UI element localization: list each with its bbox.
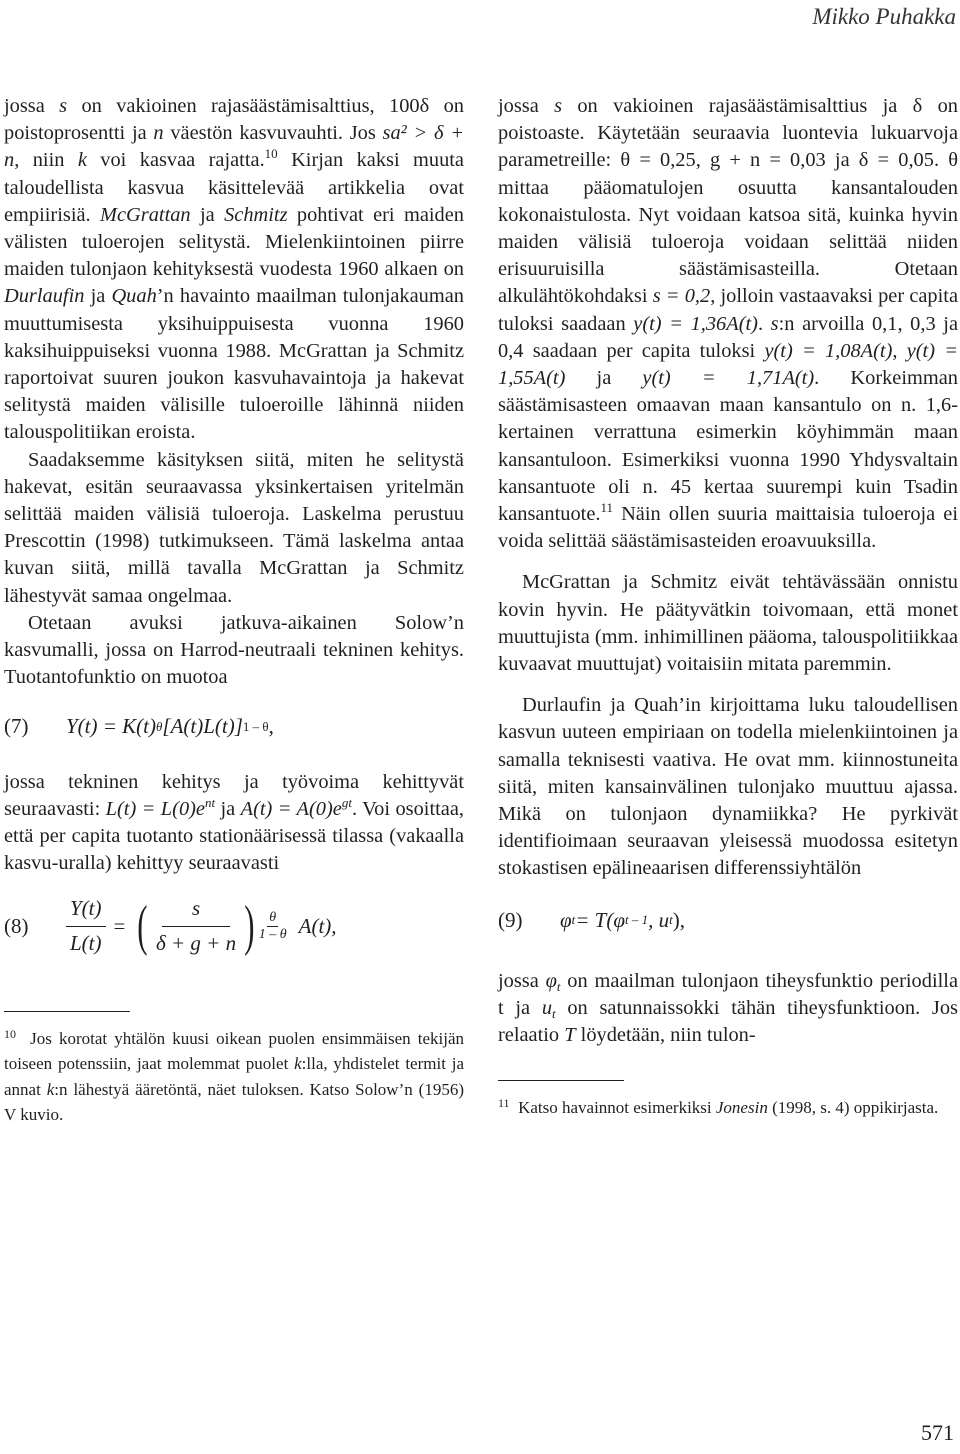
right-column <box>498 93 958 1120</box>
running-header-author: Mikko Puhakka <box>812 4 956 29</box>
right-paragraph-4: jossa $\varphi_t$ on maailman tulonjaon tiheysfunktio periodilla t ja $u_t$ on satunnaissokki tähän tiheysfunktioon. Jos relaatio T löydetään, niin tulon- <box>498 969 958 1047</box>
page-number: 571 <box>921 1420 954 1445</box>
equation-7: (7) Y(t) = K(t) θ [A(t)L(t)] 1 – θ , <box>4 713 464 740</box>
equation-8: (8) $\frac{Y(t)}{L(t)}$ = ( $\frac{s}{\delta + g + n}$ ) θ 1 – θ A(t), <box>4 895 337 958</box>
growth-condition: sa² > δ + n <box>4 122 464 172</box>
left-paragraph-2: Saadaksemme käsityksen siitä, miten he selitystä hakevat, esitän seuraavassa yksinkertaisen yritelmän selittää maiden välisiä tuloeroja. Laskelma perustuu Prescottin (1998) tutkimukseen. Tämä laskelma antaa kuvan siitä, millä tavalla McGrattan ja Schmitz lähestyvät samaa ongelmaa. <box>4 448 464 607</box>
equation-9: (9) φ t = T(φ t – 1 , u t ), <box>498 907 958 934</box>
footnote-rule <box>4 1011 130 1012</box>
footnote-10: $^{10}$ Jos korotat yhtälön kuusi oikean puolen ensimmäisen tekijän toiseen potenssiin, jaat molemmat puolet k:lla, yhdistelet termit ja annat k:n lähestyä ääretöntä, näet tuloksen. Katso Solow’n (1956) V kuvio. <box>4 1026 464 1125</box>
right-paragraph-3: Durlaufin ja Quah’in kirjoittama luku taloudellisen kasvun uuteen empiriaan on todella mielenkiintoinen ja samalla teknisesti vaativa. He ovat mm. kiinnostuneita siitä, miten kansainvälinen tulonjako muuttuu ajassa. Mikä on tulonjaon dynamiikka? He pyrkivät identifioimaan seuraavan yleisessä muodossa esitetyn stokastisen epälineaarisen differenssiyhtälön <box>498 694 958 880</box>
left-column <box>4 93 464 1128</box>
equation-7-number: (7) <box>4 714 29 739</box>
footnote-ref-10: 10 <box>264 146 278 162</box>
left-paragraph-4: jossa tekninen kehitys ja työvoima kehittyvät seuraavasti: $L(t) = L(0)e^{nt}$ ja $A(t) = A(0)e^{gt}$. Voi osoittaa, että per capita tuotanto stationäärisessä tilassa (vakaalla kasvu-uralla) kehittyy seuraavasti <box>4 770 464 875</box>
footnote-ref-11: 11 <box>600 500 614 516</box>
right-paragraph-1: jossa s on vakioinen rajasäästämisalttius ja δ on poistoaste. Käytetään seuraavia luontevia lukuarvoja parametreille: θ = 0,25, g + n = 0,03 ja δ = 0,05. θ mittaa pääomatulojen osuutta kansantalouden kokonaistulosta. Nyt voidaan katsoa sitä, kuinka hyvin maiden välisiä tuloeroja voidaan selittää niiden erisuuruisilla säästämisasteilla. Otetaan alkulähtökohdaksi s = 0,2, jolloin vastaavaksi per capita tuloksi saadaan y(t) = 1,36A(t). s:n arvoilla 0,1, 0,3 ja 0,4 saadaan per capita tuloksi y(t) = 1,08A(t), y(t) = 1,55A(t) ja y(t) = 1,71A(t). Korkeimman säästämisasteen omaavan maan kansantulo on n. 1,6-kertainen verrattuna esimerkin köyhimmän maan kansantuloon. Esimerkiksi vuonna 1990 Yhdysvaltain kansantuote oli n. 45 kertaa suurempi kuin Tsadin kansantuote.$^{11}$ Näin ollen suuria maittaisia tuloeroja ei voida selittää säästämisasteiden eroavuuksilla. <box>498 95 958 553</box>
footnote-rule-right <box>498 1080 624 1081</box>
equation-8-number: (8) <box>4 913 29 938</box>
left-paragraph-3: Otetaan avuksi jatkuva-aikainen Solow’n kasvumalli, jossa on Harrod-neutraali tekninen kehitys. Tuotantofunktio on muotoa <box>4 611 464 689</box>
equation-9-number: (9) <box>498 907 523 932</box>
left-paragraph-1: jossa s on vakioinen rajasäästämisalttius, 100δ on poistoprosentti ja n väestön kasvuvauhti. Jos sa² > δ + n, niin k voi kasvaa rajatta.$^{10}$ Kirjan kaksi muuta taloudellista kasvua käsittelevää artikkelia ovat empiirisiä. McGrattan ja Schmitz pohtivat eri maiden välisten tuloerojen selitystä. Mielenkiintoinen piirre maiden tulonjaon kehityksestä vuodesta 1960 alkaen on Durlaufin ja Quah’n havainto maailman tulonjakauman muuttumisesta yksihuippuisesta vuonna 1960 kaksihuippuiseksi vuonna 1988. McGrattan ja Schmitz raportoivat suuren joukon kasvuhavaintoja ja hakevat selitystä maiden välisille tuloeroille lähinnä niiden talouspolitiikan eroista. <box>4 95 464 444</box>
right-paragraph-2: McGrattan ja Schmitz eivät tehtävässään onnistu kovin hyvin. He päätyvätkin toivomaan, että monet muuttujista (mm. inhimillinen pääoma, talouspolitiikkaa kuvaavat muuttujat) voitaisiin mitata paremmin. <box>498 571 958 676</box>
footnote-11: $^{11}$ Katso havainnot esimerkiksi Jonesin (1998, s. 4) oppikirjasta. <box>498 1095 939 1117</box>
